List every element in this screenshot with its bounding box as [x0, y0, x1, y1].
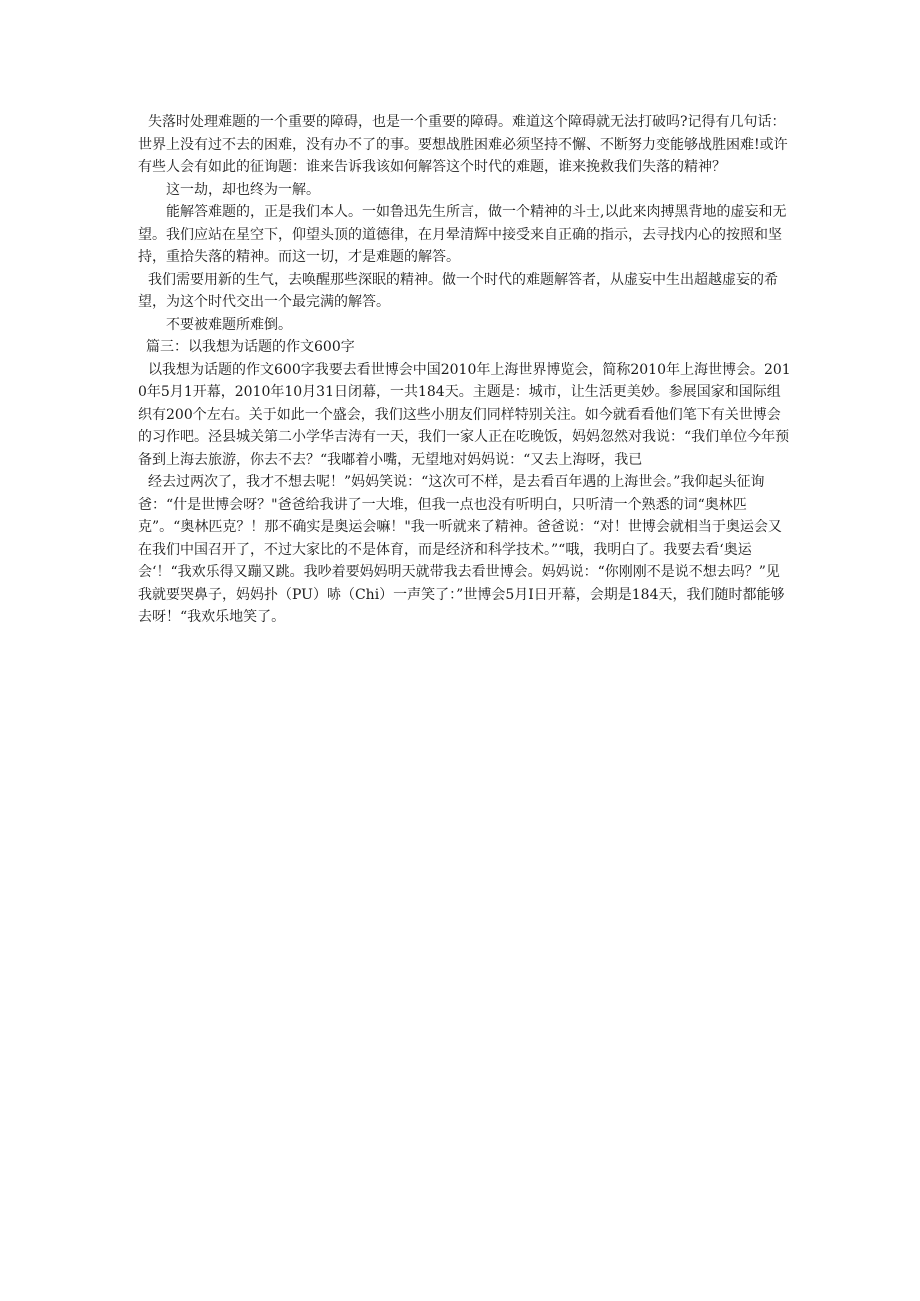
paragraph-1: 失落时处理难题的一个重要的障碍，也是一个重要的障碍。难道这个障碍就无法打破吗?记得有几句话：世界上没有过不去的困难，没有办不了的事。要想战胜困难必须坚持不懈、不断努力变能够战胜困难!或许有些人会有如此的征询题：谁来告诉我该如何解答这个时代的难题，谁来挽救我们失落的精神？ [138, 114, 788, 175]
paragraph-7: 经去过两次了，我才不想去呢！”妈妈笑说：“这次可不样，是去看百年遇的上海世会。”我仰起头征询爸：“什是世博会呀？"爸爸给我讲了一大堆，但我一点也没有听明白，只听清一个熟悉的词“奥林匹克”。“奥林匹克？！那不确实是奥运会嘛！"我一听就来了精神。爸爸说：“对！世博会就相当于奥运会又在我们中国召开了，不过大家比的不是体育，而是经济和科学技术。”“哦，我明白了。我要去看‘奥运会‘！“我欢乐得又蹦又跳。我吵着要妈妈明天就带我去看世博会。妈妈说：“你刚刚不是说不想去吗？”见我就要哭鼻子，妈妈扑（PU）哧（Chi）一声笑了：”世博会5月I日开幕，会期是184天，我们随时都能够去呀！“我欢乐地笑了。 [138, 474, 785, 625]
paragraph-3: 能解答难题的，正是我们本人。一如鲁迅先生所言，做一个精神的斗士,以此来肉搏黑背地的虚妄和无望。我们应站在星空下，仰望头顶的道德律，在月晕清辉中接受来自正确的指示，去寻找内心的按照和坚持，重拾失落的精神。而这一切，才是难题的解答。 [138, 204, 787, 265]
paragraph-6: 以我想为话题的作文600字我要去看世博会中国2010年上海世界博览会，简称2010年上海世博会。2010年5月1开幕，2010年10月31日闭幕，一共184天。主题是：城市，让生活更美妙。参展国家和国际组织有200个左右。关于如此一个盛会，我们这些小朋友们同样特别关注。如今就看看他们笔下有关世博会的习作吧。泾县城关第二小学华吉涛有一天，我们一家人正在吃晚饭，妈妈忽然对我说：“我们单位今年预备到上海去旅游，你去不去？“我嘟着小嘴，无望地对妈妈说：“又去上海呀，我已 [138, 361, 791, 468]
document-body [138, 111, 792, 629]
paragraph-4: 我们需要用新的生气，去唤醒那些深眠的精神。做一个时代的难题解答者，从虚妄中生出超越虚妄的希望，为这个时代交出一个最完满的解答。 [138, 271, 778, 310]
paragraph-2: 这一劫，却也终为一解。 [166, 181, 320, 198]
paragraph-5: 不要被难题所难倒。 [166, 316, 292, 333]
section-heading: 篇三：以我想为话题的作文600字 [146, 339, 355, 355]
